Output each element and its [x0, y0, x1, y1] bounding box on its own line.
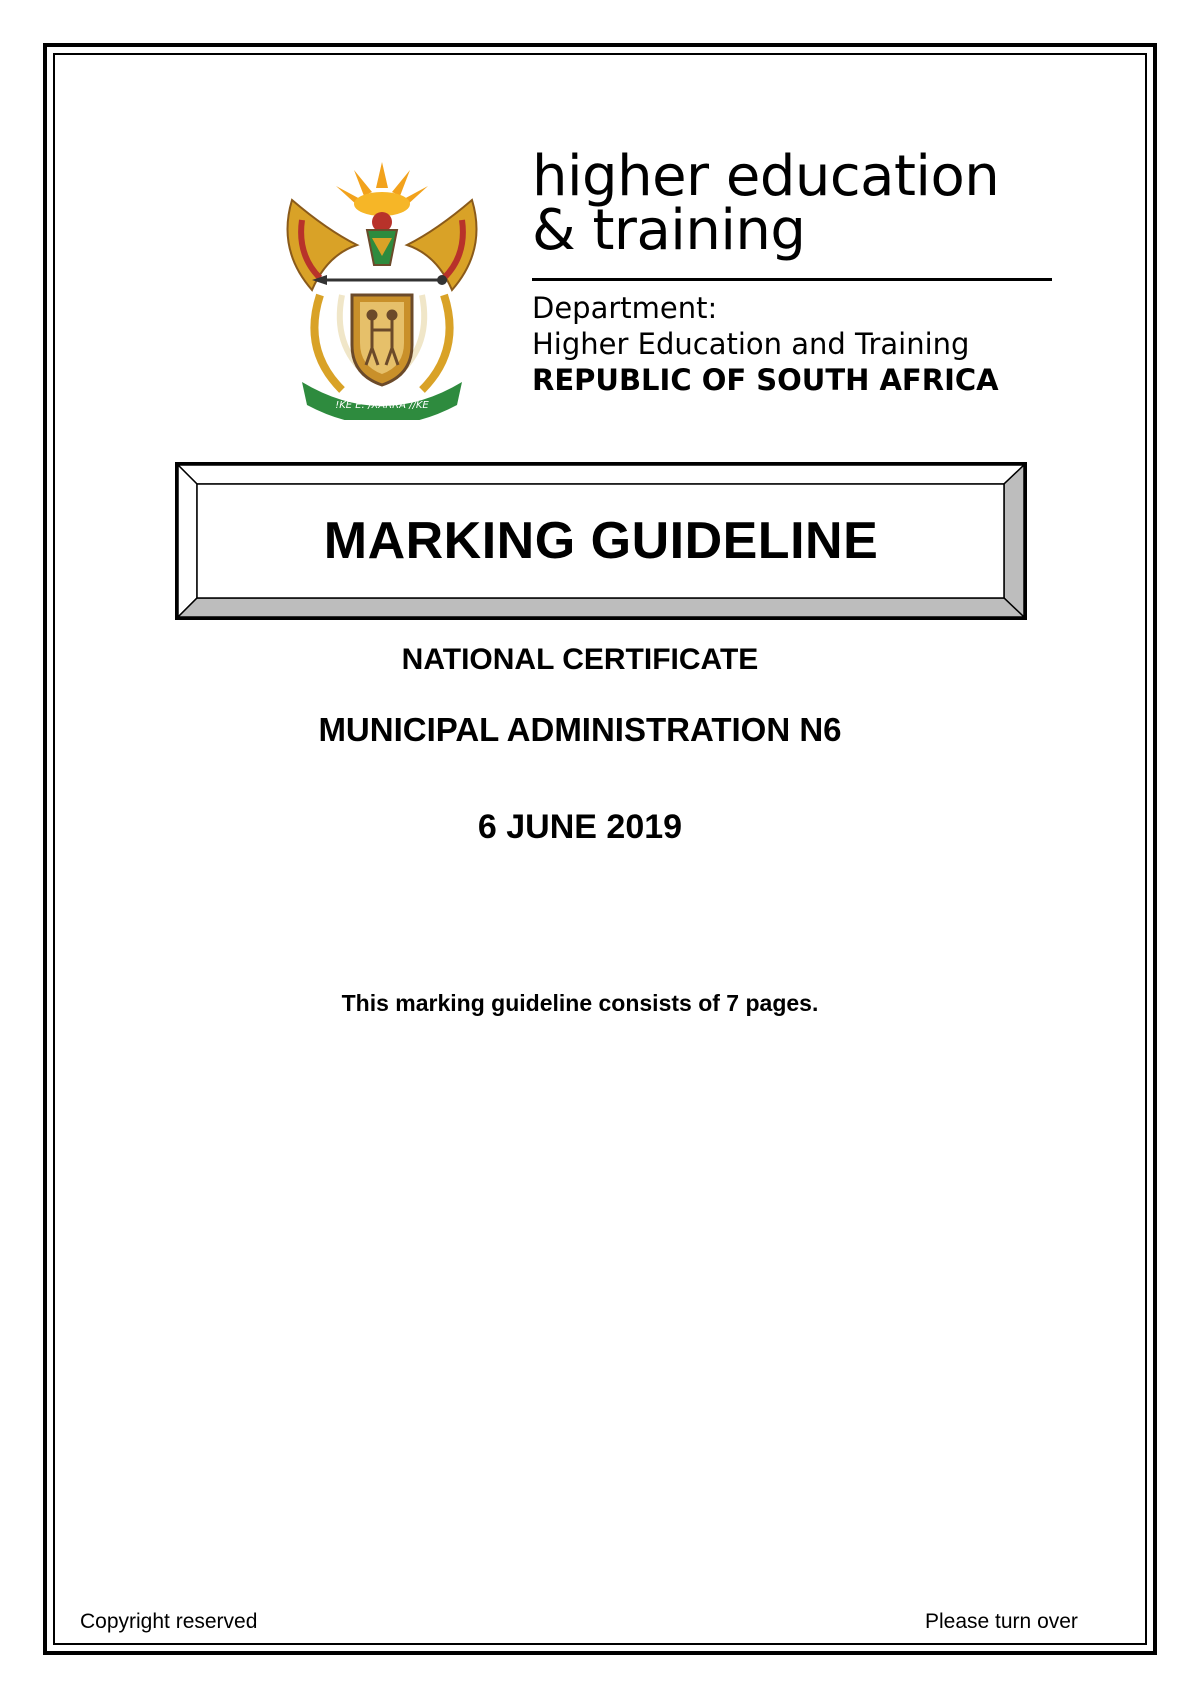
country-name: REPUBLIC OF SOUTH AFRICA — [532, 363, 999, 397]
brand-divider — [532, 278, 1052, 281]
coat-of-arms-logo — [272, 160, 492, 420]
brand-line-1: higher education — [532, 144, 1000, 209]
department-name: Higher Education and Training — [532, 327, 970, 361]
department-branding — [532, 144, 1052, 397]
crest-motto-text: !KE E: /XARRA //KE — [335, 400, 429, 411]
title-box — [175, 462, 1027, 620]
page-count-note: This marking guideline consists of 7 pages. — [341, 990, 819, 1016]
document-title: MARKING GUIDELINE — [323, 512, 879, 570]
subject-name: MUNICIPAL ADMINISTRATION N6 — [318, 711, 842, 748]
department-label: Department: — [532, 291, 718, 325]
footer-turn-over: Please turn over — [925, 1610, 1078, 1633]
certificate-name: NATIONAL CERTIFICATE — [401, 643, 759, 676]
brand-line-2: & training — [532, 198, 806, 263]
department-info — [532, 290, 1052, 398]
exam-date: 6 JUNE 2019 — [477, 808, 683, 846]
footer-copyright: Copyright reserved — [80, 1610, 258, 1633]
